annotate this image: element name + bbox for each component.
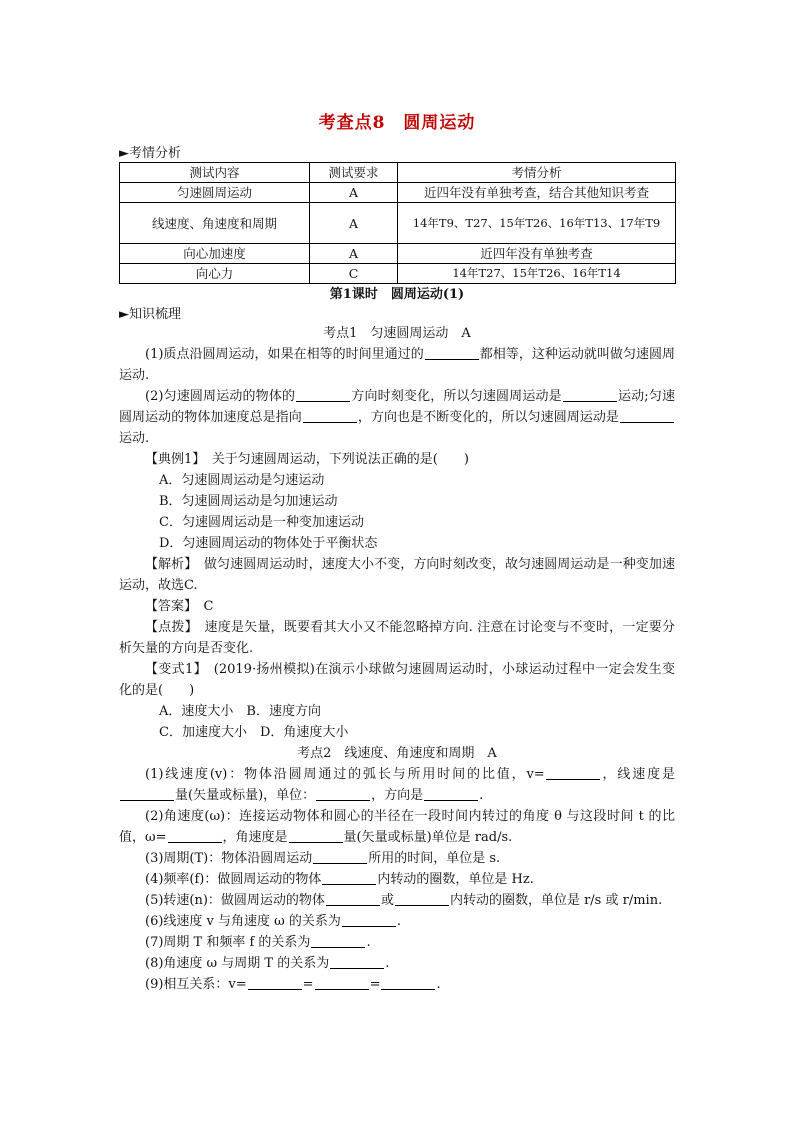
- table-row: [120, 244, 676, 264]
- fill-blank: [315, 975, 369, 990]
- fill-blank: [296, 387, 350, 402]
- table-cell: A: [310, 183, 398, 203]
- text-segment: 量(矢量或标量)单位是 rad/s.: [343, 830, 513, 845]
- text-segment: (3)周期(T)：物体沿圆周运动: [145, 851, 313, 866]
- fill-blank: [620, 408, 674, 423]
- table-cell: 向心加速度: [120, 244, 310, 264]
- fill-blank: [303, 408, 357, 423]
- example1-option-d: D．匀速圆周运动的物体处于平衡状态: [159, 536, 378, 551]
- fill-blank: [248, 975, 302, 990]
- fill-blank: [342, 912, 396, 927]
- variant1-question: 【变式1】 (2019·扬州模拟)在演示小球做匀速圆周运动时，小球运动过程中一定会发生变化的是( ): [119, 662, 675, 698]
- section-heading-analysis: ►考情分析: [119, 146, 181, 161]
- table-row: [120, 264, 676, 284]
- table-row: [120, 203, 676, 244]
- example1-question: 【典例1】 关于匀速圆周运动，下列说法正确的是( ): [145, 452, 469, 467]
- kp2-heading: 考点2 线速度、角速度和周期 A: [297, 746, 497, 761]
- table-header-cell: 考情分析: [398, 163, 676, 183]
- kp2-line-5: [119, 890, 675, 911]
- text-segment: (9)相互关系：v=: [145, 977, 247, 992]
- table-cell: 14年T9、T27、15年T26、16年T13、17年T9: [398, 203, 676, 244]
- text-segment: 所用的时间，单位是 s.: [368, 851, 501, 866]
- text-segment: 运动;匀速圆周运动的物体加速度总是指向: [119, 389, 675, 425]
- fill-blank: [168, 828, 222, 843]
- example1-answer: 【答案】 C: [145, 599, 214, 614]
- text-segment: ，方向是: [371, 788, 424, 803]
- fill-blank: [381, 975, 435, 990]
- fill-blank: [120, 786, 174, 801]
- example1-analysis: 【解析】 做匀速圆周运动时，速度大小不变，方向时刻改变，故匀速圆周运动是一种变加速运动，故选C.: [119, 557, 675, 593]
- fill-blank: [316, 786, 370, 801]
- text-segment: 内转动的圈数，单位是 r/s 或 r/min.: [449, 893, 663, 908]
- text-segment: (4)频率(f)：做圆周运动的物体: [145, 872, 322, 887]
- kp1-paragraph-2: [119, 386, 675, 449]
- example1-option-a: A．匀速圆周运动是匀速运动: [159, 473, 325, 488]
- kp2-line-6: [119, 911, 675, 932]
- text-segment: 都相等，这种运动就叫做匀速圆周运动.: [119, 347, 675, 383]
- fill-blank: [326, 891, 380, 906]
- text-segment: ，线速度是: [600, 767, 675, 782]
- table-row: [120, 183, 676, 203]
- document-page: [119, 100, 675, 995]
- lesson-title: 第1课时 圆周运动(1): [329, 287, 465, 302]
- fill-blank: [395, 891, 449, 906]
- text-segment: .: [396, 914, 402, 929]
- text-segment: 运动.: [119, 431, 150, 446]
- fill-blank: [425, 345, 479, 360]
- text-segment: 内转动的圈数，单位是 Hz.: [377, 872, 534, 887]
- text-segment: .: [479, 788, 484, 803]
- table-header-row: [120, 163, 676, 183]
- text-segment: (7)周期 T 和频率 f 的关系为: [145, 935, 311, 950]
- text-segment: ，角速度是: [222, 830, 288, 845]
- text-segment: 量(矢量或标量)，单位：: [175, 788, 316, 803]
- kp2-line-3: [119, 848, 675, 869]
- fill-blank: [546, 765, 600, 780]
- kp2-line-9: [119, 974, 675, 995]
- text-segment: .: [385, 956, 390, 971]
- table-cell: 近四年没有单独考查，结合其他知识考查: [398, 183, 676, 203]
- table-cell: 14年T27、15年T26、16年T14: [398, 264, 676, 284]
- text-segment: (1)质点沿圆周运动，如果在相等的时间里通过的: [145, 347, 424, 362]
- kp2-line-1: [119, 764, 675, 806]
- fill-blank: [424, 786, 478, 801]
- variant1-options-line-2: C．加速度大小 D．角速度大小: [159, 725, 349, 740]
- text-segment: .: [436, 977, 441, 992]
- section-heading-knowledge: ►知识梳理: [119, 307, 181, 322]
- table-header-cell: 测试内容: [120, 163, 310, 183]
- text-segment: 方向时刻变化，所以匀速圆周运动是: [351, 389, 562, 404]
- table-cell: 近四年没有单独考查: [398, 244, 676, 264]
- kp1-paragraph-1: [119, 344, 675, 386]
- text-segment: =: [302, 977, 314, 992]
- text-segment: (8)角速度 ω 与周期 T 的关系为: [145, 956, 330, 971]
- table-cell: 向心力: [120, 264, 310, 284]
- fill-blank: [311, 933, 365, 948]
- page-title: 考查点8 圆周运动: [318, 113, 476, 133]
- fill-blank: [313, 849, 367, 864]
- text-segment: (2)角速度(ω)：连接运动物体和圆心的半径在一段时间内转过的角度 θ 与这段时间 t 的比值，ω=: [119, 809, 675, 845]
- table-cell: A: [310, 244, 398, 264]
- text-segment: (2)匀速圆周运动的物体的: [145, 389, 296, 404]
- table-cell: 线速度、角速度和周期: [120, 203, 310, 244]
- kp2-line-7: [119, 932, 675, 953]
- fill-blank: [322, 870, 376, 885]
- text-segment: (6)线速度 v 与角速度 ω 的关系为: [145, 914, 341, 929]
- exam-analysis-table: [119, 162, 676, 284]
- kp2-line-2: [119, 806, 675, 848]
- table-header-cell: 测试要求: [310, 163, 398, 183]
- table-cell: C: [310, 264, 398, 284]
- text-segment: ，方向也是不断变化的，所以匀速圆周运动是: [357, 410, 619, 425]
- table-cell: 匀速圆周运动: [120, 183, 310, 203]
- table-cell: A: [310, 203, 398, 244]
- text-segment: (1)线速度(v)：物体沿圆周通过的弧长与所用时间的比值，v=: [145, 767, 545, 782]
- kp1-heading: 考点1 匀速圆周运动 A: [323, 326, 471, 341]
- fill-blank: [330, 954, 384, 969]
- text-segment: .: [366, 935, 371, 950]
- example1-option-b: B．匀速圆周运动是匀加速运动: [159, 494, 338, 509]
- kp2-line-4: [119, 869, 675, 890]
- example1-tip: 【点拨】 速度是矢量，既要看其大小又不能忽略掉方向. 注意在讨论变与不变时，一定要分析矢量的方向是否变化.: [119, 620, 675, 656]
- text-segment: =: [369, 977, 381, 992]
- text-segment: 或: [380, 893, 394, 908]
- fill-blank: [289, 828, 343, 843]
- kp2-line-8: [119, 953, 675, 974]
- text-segment: (5)转速(n)：做圆周运动的物体: [145, 893, 325, 908]
- variant1-options-line-1: A．速度大小 B．速度方向: [159, 704, 321, 719]
- example1-option-c: C．匀速圆周运动是一种变加速运动: [159, 515, 364, 530]
- fill-blank: [563, 387, 617, 402]
